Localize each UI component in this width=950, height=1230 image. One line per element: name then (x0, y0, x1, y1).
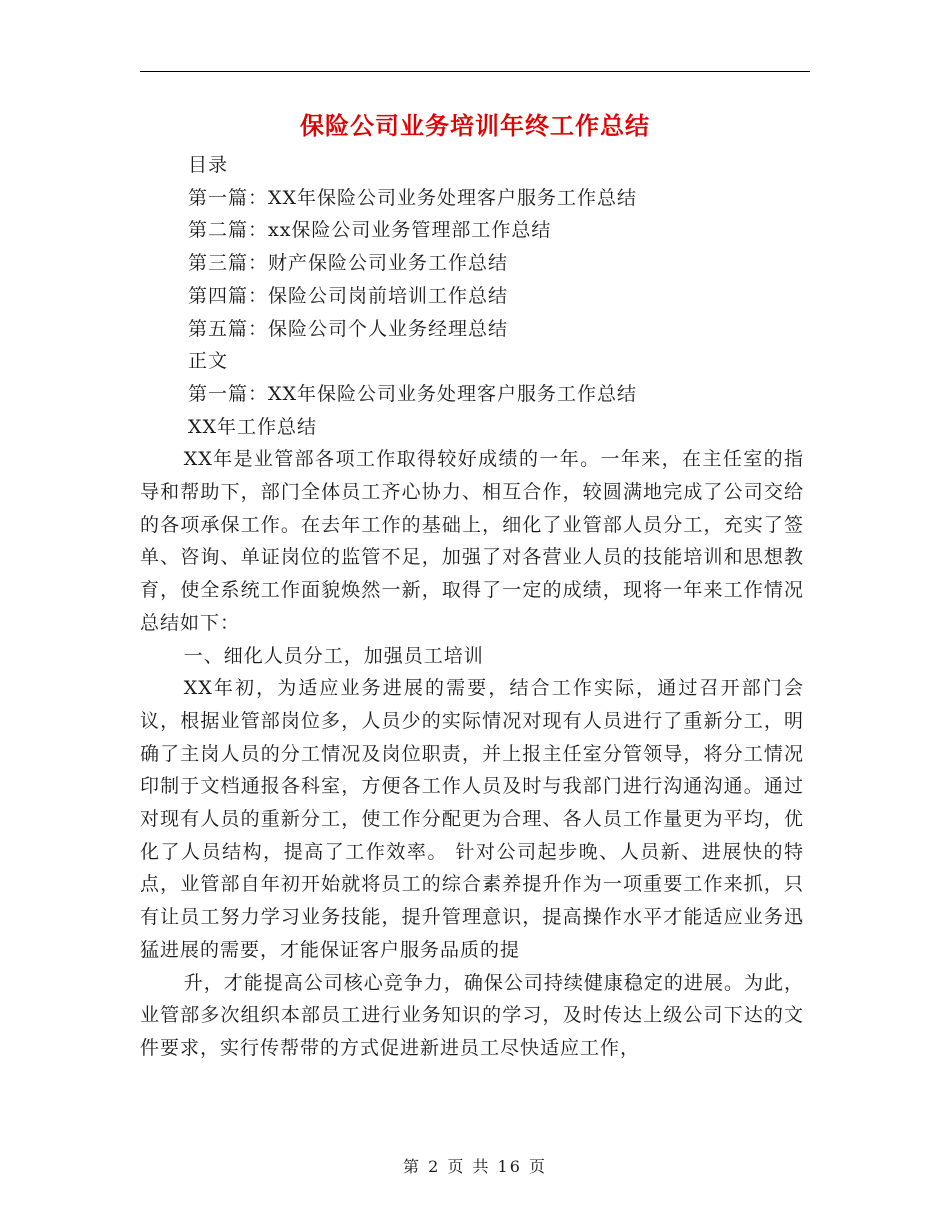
footer-middle: 页 共 (447, 1157, 491, 1176)
chapter-title: 第一篇：XX年保险公司业务处理客户服务工作总结 (188, 382, 638, 405)
toc-item-1: 第一篇：XX年保险公司业务处理客户服务工作总结 (188, 186, 638, 209)
toc-item-5: 第五篇：保险公司个人业务经理总结 (188, 317, 509, 340)
page-footer (0, 1154, 950, 1177)
toc-item-3: 第三篇：财产保险公司业务工作总结 (188, 252, 509, 275)
paragraph-staffing: XX年初，为适应业务进展的需要，结合工作实际，通过召开部门会议，根据业管部岗位多，人员少的实际情况对现有人员进行了重新分工，明确了主岗人员的分工情况及岗位职责，并上报主任室分管领导，将分工情况印制于文档通报各科室，方便各工作人员及时与我部门进行沟通沟通。通过对现有人员的重新分工，使工作分配更为合理、各人员工作量更为平均，优化了人员结构，提高了工作效率。 针对公司起步晚、人员新、进展快的特点，业管部自年初开始就将员工的综合素养提升作为一项重要工作来抓，只有让员工努力学习业务技能，提升管理意识，提高操作水平才能适应业务迅猛进展的需要，才能保证客户服务品质的提 (140, 677, 804, 961)
footer-total-pages: 16 (497, 1157, 522, 1176)
footer-page-number: 2 (428, 1157, 441, 1176)
footer-prefix: 第 (402, 1157, 421, 1176)
section-subtitle: XX年工作总结 (188, 415, 318, 438)
section-heading-1: 一、细化人员分工，加强员工培训 (183, 644, 484, 667)
document-body (140, 149, 804, 1065)
paragraph-intro: XX年是业管部各项工作取得较好成绩的一年。一年来，在主任室的指导和帮助下，部门全体员工齐心协力、相互合作，较圆满地完成了公司交给的各项承保工作。在去年工作的基础上，细化了业管部人员分工，充实了签单、咨询、单证岗位的监管不足，加强了对各营业人员的技能培训和思想教育，使全系统工作面貌焕然一新，取得了一定的成绩，现将一年来工作情况总结如下： (140, 448, 804, 634)
toc-item-4: 第四篇：保险公司岗前培训工作总结 (188, 284, 509, 307)
paragraph-continuation: 升，才能提高公司核心竞争力，确保公司持续健康稳定的进展。为此，业管部多次组织本部员工进行业务知识的学习，及时传达上级公司下达的文件要求，实行传帮带的方式促进新进员工尽快适应工作， (140, 971, 804, 1059)
header-rule (140, 71, 810, 72)
toc-item-2: 第二篇：xx保险公司业务管理部工作总结 (188, 219, 552, 242)
main-heading: 正文 (188, 350, 229, 373)
toc-heading: 目录 (188, 154, 229, 176)
footer-suffix: 页 (529, 1157, 548, 1176)
document-title: 保险公司业务培训年终工作总结 (300, 112, 650, 140)
